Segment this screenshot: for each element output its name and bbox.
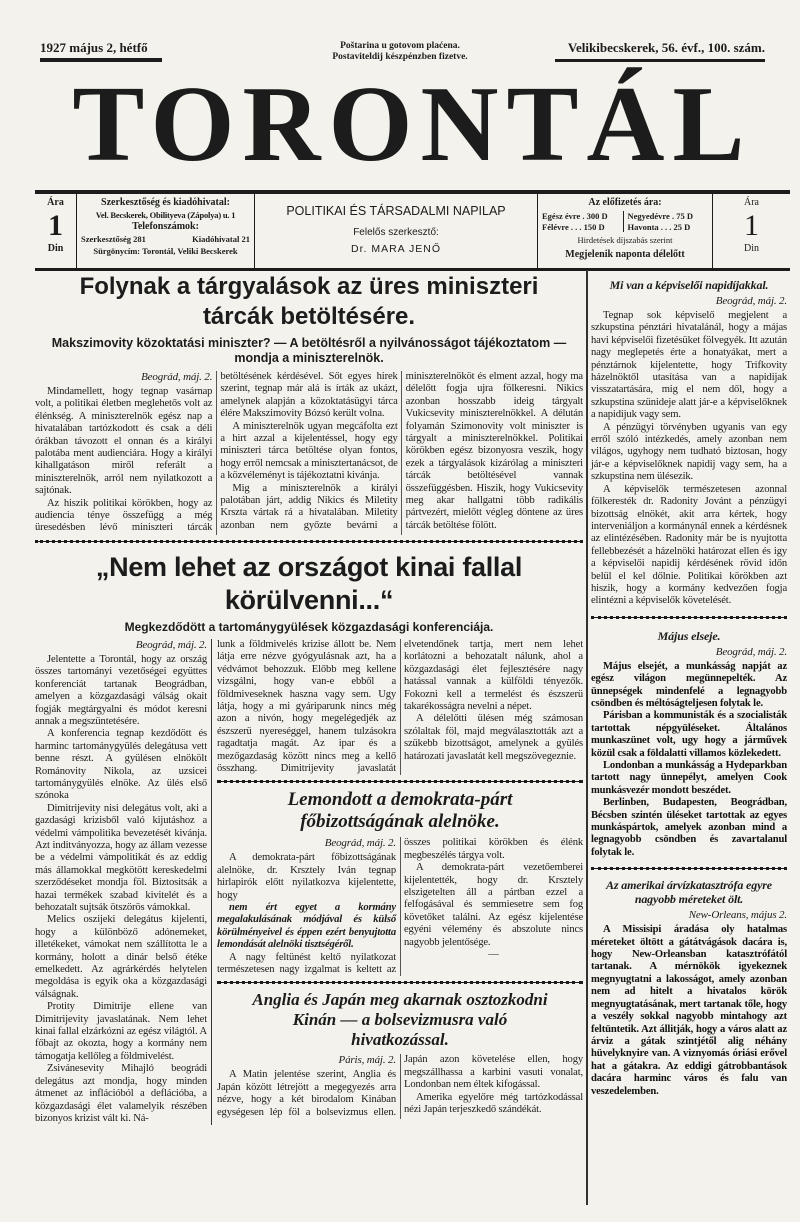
- sub-month: Havonta . . . 25 D: [627, 221, 691, 232]
- paragraph: Berlinben, Budapesten, Beográdban, Bécsben szintén üléseket tartottak az egyes munkáspártok, amelyek azonban mind a legnagyobb csöndben és zavartalanul folytak le.: [591, 797, 787, 858]
- headline-line: tárcák betöltésére.: [202, 303, 416, 330]
- dateline: Beográd, máj. 2.: [715, 295, 787, 307]
- sidebar-column: [591, 278, 787, 1098]
- issue-date: 1927 május 2, hétfő: [40, 40, 148, 55]
- right-stack: [217, 639, 583, 1119]
- article4-body: [217, 1054, 583, 1119]
- sub-year: Egész évre . 300 D: [542, 211, 608, 221]
- headline-line: körülvenni...“: [224, 584, 394, 615]
- phone-office: Kiadóhivatal 21: [192, 234, 250, 244]
- paragraph: A demokrata-párt főbizottságának alelnöke, dr. Krsztely Iván tegnap hirlapirók előtt nyilatkozva kijelentette, hogy: [217, 852, 396, 901]
- postal-line: Poštarina u gotovom plaćena.: [340, 41, 460, 51]
- sidebar-headline: Az amerikai árvízkatasztrófa egyre nagyobb méreteket ölt.: [606, 878, 772, 907]
- postal-notice: [310, 41, 490, 63]
- paragraph: Zsivánesevity Mihajló beográdi delegátus azt mondja, hogy minden átmenet az inflációból a deflációba, a közgazdasági élet valamelyik részében bizonyos krizist vált ki. Ná-: [35, 1063, 207, 1124]
- column-rule: [586, 270, 588, 1205]
- dateline: Páris, máj. 2.: [338, 1054, 396, 1067]
- appears-note: Megjelenik naponta délelőtt: [565, 248, 685, 260]
- dateline: Beográd, máj. 2.: [135, 638, 207, 651]
- headline-line: „Nem lehet az országot kinai fallal: [95, 551, 523, 582]
- editor-name: Dr. MARA JENŐ: [350, 243, 441, 255]
- dateline: New-Orleans, május 2.: [688, 909, 787, 922]
- office-address: Vel. Becskerek, Obilityeva (Zápolya) u. 1: [95, 210, 236, 220]
- article2-row: [35, 639, 583, 1125]
- article2-continuation: [217, 639, 583, 775]
- article4-headline: [217, 990, 583, 1050]
- sidebar-headline: Május elseje.: [657, 628, 721, 643]
- dateline: Beográd, máj. 2.: [715, 645, 787, 658]
- paragraph: Május elsejét, a munkásság napját az egész világon megünnepelték. Az ünnepségek mindenfelé a legnagyobb csöndben és méltóságteljesen folytak le.: [591, 660, 787, 709]
- paragraph: Protity Dimitrije ellene van Dimitrijevity javaslatának. Nem lehet kinai fallal elzárkózni az egész világtól. A főbajt az okozta, hogy a kormány nem támogatja kellőleg a földmivelést.: [35, 1001, 207, 1062]
- divider: [591, 867, 787, 870]
- divider: [217, 780, 583, 783]
- headline-line: Lemondott a demokrata-párt: [287, 789, 513, 811]
- article1-headline: [35, 272, 583, 332]
- headline-line: főbizottságának alelnöke.: [300, 811, 500, 833]
- article2-column1: [35, 639, 212, 1125]
- paragraph: A miniszterelnök ugyan megcáfolta ezt a hirt azzal a kijelentéssel, hogy egy miniszteri tárca betöltése olyan fontos, hogy erről nemcsak a minisztertanácsot, de a közvéleményt is tájékoztatni kivánja.: [220, 420, 398, 482]
- divider: [35, 540, 583, 543]
- price-unit: Din: [744, 243, 759, 254]
- price-value: 1: [744, 209, 759, 242]
- paragraph: Mig a miniszterelnök a királyi palotában járt, addig Nikics és Miletity Krszta vártak rá a hivatalában. Miletity azonban nem győzte bevárni a miniszterelnököt és elment azzal, hogy ma délelőtt fogja ujra fölkeresni. Nikics azonban hosszabb ideig tárgyalt Vukicsevity miniszterelnökkel. A délután folyamán Szimonovity volt miniszter is tárgyalt a miniszterelnökkel. Politikai körökben egész bizonyosra veszik, hogy ezek a tárgyalások kizárólag a miniszteri tárcák betöltésével vannak összefüggésben. Hiszik, hogy Vukicsevity meg akar hallgatni több radikális pártvezért, mielőtt végleg döntene az üres tárcák betöltése fölött.: [220, 371, 583, 531]
- paragraph: Londonban a munkásság a Hydeparkban tartott nagy ünnepélyt, amelyen Cook munkásvezér mondott beszédet.: [591, 760, 787, 796]
- paper-info: [255, 194, 538, 268]
- article2-headline: [35, 551, 583, 617]
- divider: [591, 616, 787, 619]
- paragraph: Mindamellett, hogy tegnap vasárnap volt, a politikai életben meglehetős volt az élénkség. A miniszterelnök egész nap a hivatalában tartózkodott és csak a déli órákban távozott el onnan és a királyi palotába ment audienciára. Hogy a királyi kihallgatáson miről referált a miniszterelnök, arról nem nyilatkozott a sajtónak.: [35, 386, 213, 497]
- headline-line: Kinán — a bolsevizmusra való: [292, 1010, 508, 1030]
- paragraph: Dimitrijevity nisi delegátus volt, aki a gazdasági krizisből való kijutáshoz a védelmi vámpolitika bevezetését kivánja. Azt inditványozza, hogy az állam vezesse be a védelmi vámpolitikát és az eddig más államokkal megkötött kereskedelmi szerződéseket mondja föl. Biztositsák a hazai termékek szabad kivitelét és a behozatalt sujtsák ötszörös vámokkal.: [35, 802, 207, 913]
- headline-line: hivatkozással.: [351, 1030, 449, 1050]
- subhead-line: — mondja a miniszterelnök.: [234, 336, 567, 365]
- paragraph: A képviselők természetesen azonnal fölkeresték dr. Radonity Jovánt a pénzügyi bizottság elnökét, akit arra kértek, hogy interveniáljon a kormánynál ennek a kérdésnek az elintézésében. Radonity már be is nyujtotta fellebbezését a házelnöki határozat ellen és igy a képviselői napidij kérdésének rövid időn belül el kel dőlnie. Politikai körökben azt hiszik, hogy a kormány kedvezően fogja elintézni a képviselők követelését.: [591, 483, 787, 607]
- price-value: 1: [48, 209, 63, 242]
- quote-paragraph: nem ért egyet a kormány megalakulásának módjával és külső körülményeivel és éppen ezért benyujtotta lemondását alelnöki tisztségéről.: [217, 901, 396, 951]
- office-info: [77, 194, 255, 268]
- headline-line: Folynak a tárgyalások az üres miniszteri: [79, 273, 539, 300]
- article1-subhead: [35, 336, 583, 366]
- price-unit: Din: [47, 243, 64, 254]
- paragraph: Amerika egyelőre még tartózkodással nézi Japán terjeszkedő szándékát.: [404, 1091, 583, 1116]
- price-right: [713, 194, 790, 268]
- price-left: [35, 194, 77, 268]
- article3-body: [217, 837, 583, 976]
- issue-number: Velikibecskerek, 56. évf., 100. szám.: [567, 40, 765, 55]
- editor-label: Felelős szerkesztő:: [353, 227, 439, 238]
- info-box: [35, 190, 790, 271]
- main-area: [35, 272, 583, 1125]
- price-label: Ára: [744, 197, 759, 208]
- sidebar-headline: Mi van a képviselői napidíjakkal.: [609, 278, 769, 292]
- article2-subhead: Megkezdődött a tartománygyülések közgazdasági konferenciája.: [124, 619, 494, 634]
- masthead-title: TORONTÁL: [72, 65, 753, 184]
- paragraph: lunk a földmivelés krizise állott be. Nem látja erre nézve gyógyulásnak azt, ha a védvámot behozzuk. Előbb meg kellene vizsgálni, hogy van-e ebből a földmiveseknek haszna vagy sem. Ugy látja, hogy a mi gyáriparunk nincs még azon a nivón, hogy megelégedjék az észszerü nyereséggel, hanem tulzásokra ragadtatja magát. Az ipar és a mezőgazdaság között nincs meg a kellő összhang. Dimitrijevity javaslatát elvetendőnek tartja, mert nem lehet korlátozni a behozatalt nálunk, ahol a közgazdasági élet fejlesztésére nagy hatással vannak a külföldi tényezők. Fokozni kell a termelést és észszerü takarékosságra nevelni a népet.: [217, 638, 583, 774]
- price-label: Ára: [47, 197, 64, 208]
- dateline: Beográd, máj. 2.: [141, 371, 213, 383]
- subhead-line: Makszimovity közoktatási miniszter? — A betöltésről a nyilvánosságot tájékoztatom: [51, 336, 551, 350]
- subscription-title: Az előfizetés ára:: [588, 197, 662, 208]
- paragraph: A konferencia tegnap kezdődött és harminc tartománygyülés delegátusa vett benne részt. A gyülésen elnökölt Románovity Nikola, az uzsicei tartománygyülés elnöke. Az ülés első szónoka: [35, 728, 207, 802]
- telegram-address: Sürgönycím: Torontál, Veliki Becskerek: [93, 246, 238, 256]
- paragraph: A demokrata-párt vezetőemberei kijelentették, hogy dr. Krsztely elszigetelten áll a pártban ezzel a felfogásával és semmiesetre sem fog követőket találni. Az egész kijelentése egyéni vélemény és abszolute nincs nagyobb jelentősége.: [404, 862, 583, 948]
- headline-line: Anglia és Japán meg akarnak osztozkodni: [252, 990, 548, 1010]
- paragraph: Jelentette a Torontál, hogy az ország összes tartományi vezetőségei együttes konferenciát tartanak Beográdban, amelyen a közgazdasági válság okait fogják megtárgyalni és módot keresni annak a megszüntetésére.: [35, 653, 207, 727]
- phone-editorial: Szerkesztőség 281: [81, 234, 146, 244]
- sub-quarter: Negyedévre . 75 D: [627, 211, 693, 221]
- paragraph: A Matin jelentése szerint, Anglia és Japán között létrejött a megegyezés arra nézve, hogy a két birodalom Kinában egységesen lép föl a bolsevizmus ellen. Japán azon követelése ellen, hogy megszállhassa a karbini vasuti vonalat, Londonban nem éltek kifogással.: [217, 1054, 583, 1118]
- subscription-info: [538, 194, 713, 268]
- paragraph: Tegnap sok képviselő megjelent a szkupstina pénztári hivatalánál, hogy a májas havi képviselői fizetésüket fölvegyék. Itt azután nagy meglepetés érte a honatyákat, mert a pénztárnok kijelentette, hogy Trifkovity házelnöktől utasítása van a napidijak visszatartására, mig el nem dől, hogy a szkupstina szünideje alatt jár-e a képviselőknek a napidijuk vagy sem.: [591, 310, 787, 421]
- office-title: Szerkesztőség és kiadóhivatal:: [101, 197, 230, 208]
- paragraph: A nagy feltünést keltő nyilatkozat természetesen nagy izgalmat is keltett az összes politikai körökben és élénk megbeszélés tárgya volt.: [217, 837, 583, 975]
- phones-title: Telefonszámok:: [132, 221, 199, 232]
- sub-half: Félévre . . . 150 D: [542, 221, 605, 232]
- paragraph: A Missisipi áradása oly hatalmas méreteket öltött a gátátvágások dacára is, hogy New-Orleansban katasztrófától tartanak. A mérnökök igyekeznek megnyugtatni a lakosságot, amely azonban nem ad hitelt a hivatalos körök megnyugtatásának, mert tartanak tőle, hogy a veszély sokkal nagyobb mintahogy azt feltüntetik. Azt állitják, hogy a város alatt az árviz a gátak szintjétől alig néhány hüvelyknyire van. A viznyomás óriási erővel hat a gátakra. Az eddigi gátrobbantások dacára harminc város és falu van veszedelemben.: [591, 924, 787, 1097]
- end-mark: —: [488, 949, 499, 960]
- dateline: Beográd, máj. 2.: [324, 837, 396, 850]
- article3-headline: [217, 789, 583, 833]
- article1-body: [35, 371, 583, 535]
- divider: [217, 981, 583, 984]
- paragraph: Párisban a kommunisták és a szocialisták tartottak népgyüléseket. Általános munkaszünet volt, ugy hogy a járművek közül csak a földalatti villamos közlekedett.: [591, 710, 787, 759]
- paragraph: A pénzügyi törvényben ugyanis van egy erről szóló intézkedés, amely azonban nem világos, ugyhogy nem tudható biztosan, hogy jár-e a képviselőknek napidij vagy sem, ha a szkupstina nem ülésezik.: [591, 421, 787, 483]
- paragraph: Az hiszik politikai körökben, hogy az audiencia ténye összefügg a még üresedésben lévő miniszteri tárcák betöltésének kérdésével. Sőt egyes hirek szerint, tegnap már alá is írták az ukázt, amelynek alapján a közoktatásügyi tárca élére Makszimovity Bózsó került volna.: [35, 371, 398, 534]
- postal-line: Postaviteldij készpénzben fizetve.: [332, 52, 468, 62]
- paragraph: Melics oszijeki delegátus kijelenti, hogy a különböző adónemeket, illetékeket, vámokat nem szállította le a kormány, holott a dinár belső étéke emelkedett. Az agrárkérdés helytelen megoldása is egyik oka a közgazdasági válságnak.: [35, 914, 207, 1000]
- ads-note: Hirdetések díjszabás szerint: [577, 235, 673, 245]
- paragraph: A délelőtti ülésen még számosan szólaltak föl, majd megválasztották azt a szükebb bizottságot, amelynek a gyülés határozati javaslatát kell megszövegeznie.: [404, 713, 583, 762]
- paper-type: POLITIKAI ÉS TÁRSADALMI NAPILAP: [286, 204, 506, 218]
